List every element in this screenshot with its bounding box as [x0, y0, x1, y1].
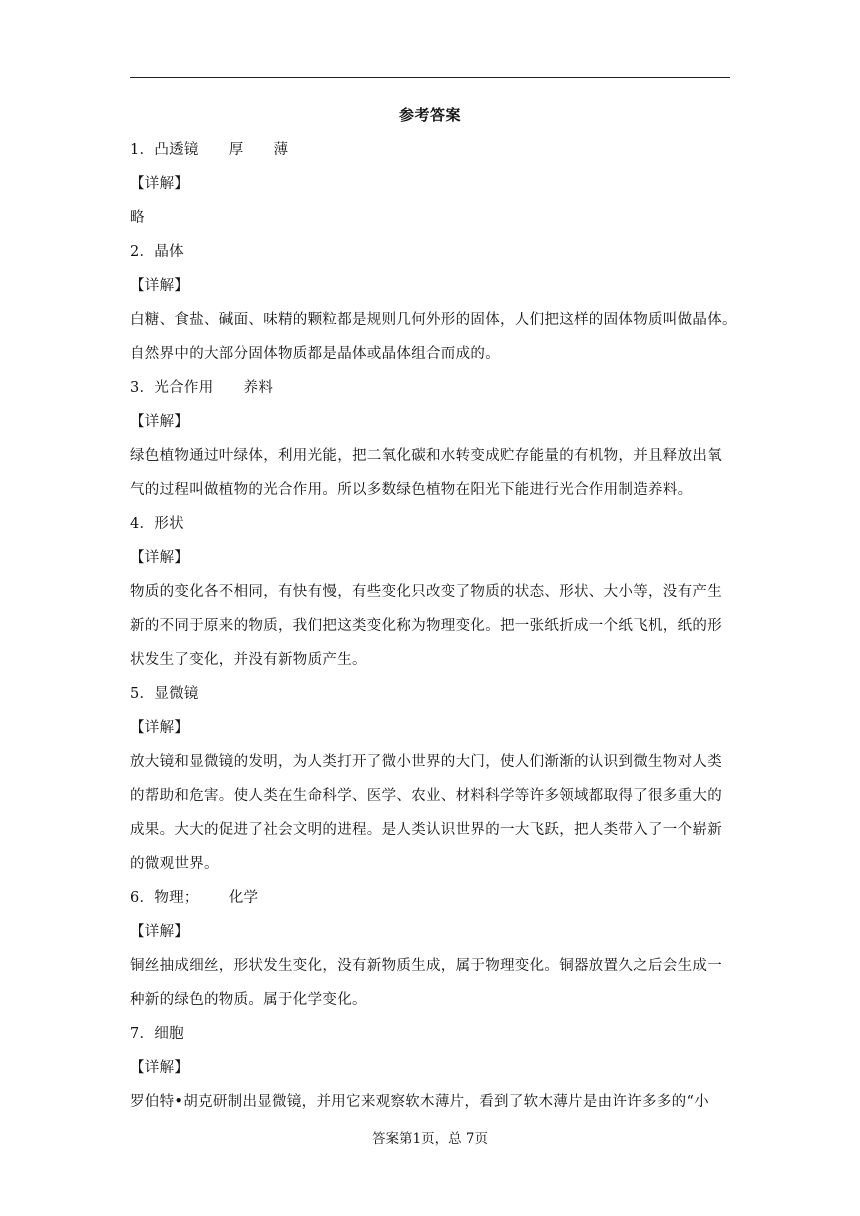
- explanation-heading: 【详解】: [130, 414, 190, 430]
- explanation-text: 新的不同于原来的物质，我们把这类变化称为物理变化。把一张纸折成一个纸飞机，纸的形: [130, 618, 722, 634]
- answer-value: 显微镜: [154, 686, 199, 702]
- page-footer: 答案第1页，总 7页: [372, 1131, 488, 1147]
- answer-line: [130, 881, 730, 915]
- explanation-heading: 【详解】: [130, 550, 190, 566]
- answer-value: 养料: [243, 380, 274, 396]
- explanation-text: 自然界中的大部分固体物质都是晶体或晶体组合而成的。: [130, 346, 500, 362]
- answer-value: 薄: [273, 142, 289, 158]
- question-number: 1．: [130, 142, 155, 158]
- answer-value: 化学: [228, 890, 259, 906]
- question-number: 3．: [130, 380, 155, 396]
- explanation-text: 气的过程叫做植物的光合作用。所以多数绿色植物在阳光下能进行光合作用制造养料。: [130, 482, 693, 498]
- answer-line: [130, 235, 730, 269]
- explanation-text: 的微观世界。: [130, 856, 219, 872]
- explanation-text: 放大镜和显微镜的发明，为人类打开了微小世界的大门，使人们渐渐的认识到微生物对人类: [130, 754, 722, 770]
- question-number: 4．: [130, 516, 155, 532]
- question-number: 6．: [130, 890, 155, 906]
- explanation-heading: 【详解】: [130, 924, 190, 940]
- answer-value: 凸透镜: [154, 142, 199, 158]
- answer-line: [130, 371, 730, 405]
- answer-value: 物理；: [154, 890, 199, 906]
- answer-line: [130, 1017, 730, 1051]
- page-title: 参考答案: [398, 106, 461, 124]
- header-rule: [130, 77, 730, 78]
- explanation-text: 物质的变化各不相同，有快有慢，有些变化只改变了物质的状态、形状、大小等，没有产生: [130, 584, 722, 600]
- question-number: 5．: [130, 686, 155, 702]
- answer-value: 细胞: [154, 1026, 184, 1042]
- explanation-text: 略: [130, 210, 145, 226]
- explanation-text: 状发生了变化，并没有新物质产生。: [130, 652, 367, 668]
- explanation-text: 绿色植物通过叶绿体，利用光能，把二氧化碳和水转变成贮存能量的有机物，并且释放出氧: [130, 448, 722, 464]
- question-number: 2．: [130, 244, 155, 260]
- explanation-text: 铜丝抽成细丝，形状发生变化，没有新物质生成，属于物理变化。铜器放置久之后会生成一: [130, 958, 722, 974]
- answer-line: [130, 133, 730, 167]
- answer-value: 光合作用: [154, 380, 214, 396]
- explanation-text: 种新的绿色的物质。属于化学变化。: [130, 992, 367, 1008]
- explanation-heading: 【详解】: [130, 176, 190, 192]
- explanation-text: 白糖、食盐、碱面、味精的颗粒都是规则几何外形的固体，人们把这样的固体物质叫做晶体。: [130, 312, 737, 328]
- answer-content: [130, 133, 737, 1119]
- explanation-heading: 【详解】: [130, 1060, 190, 1076]
- explanation-text: 成果。大大的促进了社会文明的进程。是人类认识世界的一大飞跃，把人类带入了一个崭新: [130, 822, 722, 838]
- answer-value: 形状: [154, 516, 184, 532]
- explanation-text: 的帮助和危害。使人类在生命科学、医学、农业、材料科学等许多领域都取得了很多重大的: [130, 788, 722, 804]
- explanation-heading: 【详解】: [130, 720, 190, 736]
- answer-value: 晶体: [154, 244, 184, 260]
- answer-line: [130, 677, 730, 711]
- answer-line: [130, 507, 730, 541]
- explanation-heading: 【详解】: [130, 278, 190, 294]
- explanation-text: 罗伯特•胡克研制出显微镜，并用它来观察软木薄片，看到了软木薄片是由许许多多的“小: [130, 1094, 709, 1110]
- question-number: 7．: [130, 1026, 155, 1042]
- answer-value: 厚: [228, 142, 244, 158]
